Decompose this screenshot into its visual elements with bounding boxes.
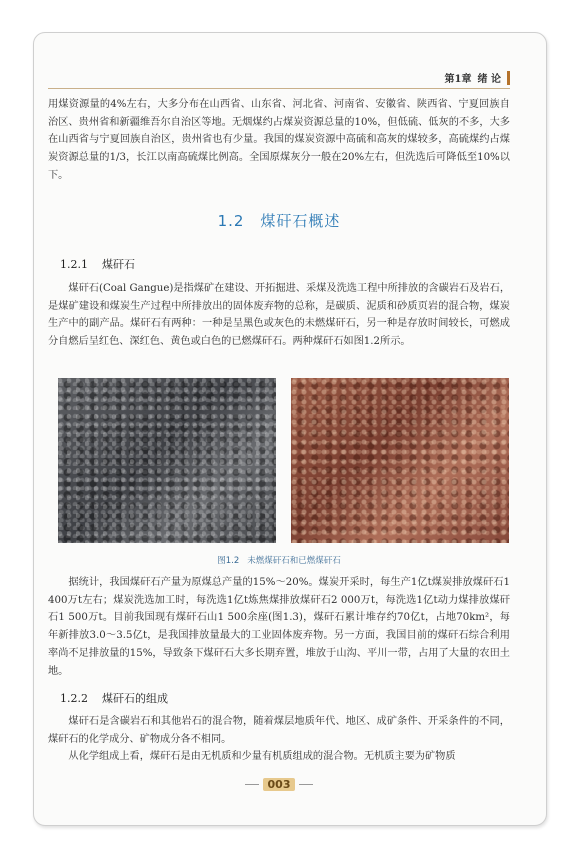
header-rule <box>48 88 510 89</box>
burnt-coal-gangue-photo <box>291 378 509 543</box>
page-number-value: 003 <box>263 778 296 791</box>
paragraph-top: 用煤资源量的4%左右，大多分布在山西省、山东省、河北省、河南省、安徽省、陕西省、宁夏回族自治区、贵州省和新疆维吾尔自治区等地。无烟煤约占煤炭资源总量的10%，但低硫、低灰的不多，大多在山西省与宁夏回族自治区，贵州省也有少量。我国的煤炭资源中高硫和高灰的煤较多，高硫煤约占煤炭资源总量的1/3，长江以南高硫煤比例高。全国原煤灰分一般在20%左右，但洗选后可降低至10%以下。 <box>48 99 510 181</box>
unburnt-coal-gangue-photo <box>58 378 276 543</box>
section-heading: 煤矸石概述 <box>260 212 341 230</box>
subsection-number-1: 1.2.1 <box>60 258 88 271</box>
subsection-heading-1: 煤矸石 <box>102 258 135 271</box>
paragraph-3: 煤矸石是含碳岩石和其他岩石的混合物，随着煤层地质年代、地区、成矿条件、开采条件的不同，煤矸石的化学成分、矿物成分各不相同。 <box>48 716 510 745</box>
chapter-number: 第1章 <box>444 74 472 85</box>
subsection-title-2 <box>60 690 168 706</box>
section-number: 1.2 <box>217 212 245 230</box>
page-number <box>48 778 510 791</box>
chapter-title: 绪 论 <box>477 74 501 85</box>
page-number-dash-right <box>299 784 313 785</box>
running-header <box>445 70 510 85</box>
paragraph-2: 据统计，我国煤矸石产量为原煤总产量的15%～20%。煤炭开采时，每生产1亿t煤炭排放煤矸石1 400万t左右；煤炭洗选加工时，每洗选1亿t炼焦煤排放煤矸石2 000万t，每洗选1亿t动力煤排放煤矸石1 500万t。目前我国现有煤矸石山1 500余座(图1.3)，煤矸石累计堆存约70亿t，占地70km²，每年新排放3.0～3.5亿t，是我国排放量最大的工业固体废弃物。另一方面，我国目前的煤矸石综合利用率尚不足排放量的15%，导致条下煤矸石大多长期弃置，堆放于山沟、平川一带，占用了大量的农田土地。 <box>48 577 510 677</box>
figure-caption <box>48 554 510 566</box>
paragraph-1: 煤矸石(Coal Gangue)是指煤矿在建设、开拓掘进、采煤及洗选工程中所排放的含碳岩石及岩石，是煤矿建设和煤炭生产过程中所排放出的固体废弃物的总称，是碳质、泥质和砂质页岩的混合物，煤炭生产中的副产品。煤矸石有两种：一种是呈黑色或灰色的未燃煤矸石，另一种是存放时间较长，可燃成分自燃后呈红色、深红色、黄色或白色的已燃煤矸石。两种煤矸石如图1.2所示。 <box>48 283 510 348</box>
section-title <box>48 210 510 231</box>
page-number-dash-left <box>245 784 259 785</box>
header-bar <box>507 71 510 85</box>
figure-number: 图1.2 <box>217 556 240 566</box>
subsection-title-1 <box>60 256 135 272</box>
subsection-number-2: 1.2.2 <box>60 692 88 705</box>
book-page <box>48 70 510 800</box>
paragraph-4: 从化学组成上看，煤矸石是由无机质和少量有机质组成的混合物。无机质主要为矿物质 <box>68 751 456 763</box>
figure-caption-text: 未燃煤矸石和已燃煤矸石 <box>247 556 341 566</box>
subsection-heading-2: 煤矸石的组成 <box>102 692 168 705</box>
